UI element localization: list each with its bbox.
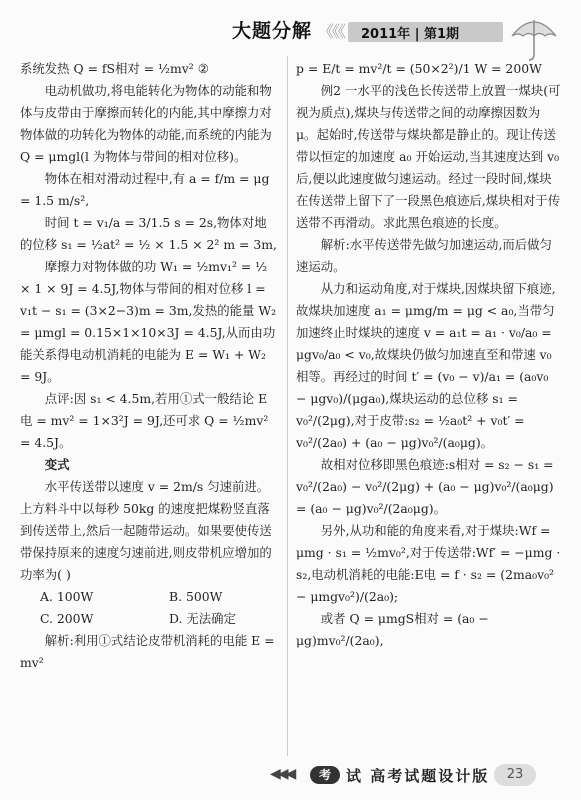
footer-badge: 考 <box>310 766 340 784</box>
answer-options-row <box>20 586 278 608</box>
text-paragraph: 解析:利用①式结论皮带机消耗的电能 E = mv² <box>20 633 275 670</box>
answer-option: A. 100W <box>40 589 94 604</box>
column-divider <box>287 56 288 756</box>
issue-label: 2011年 | 第1期 <box>361 27 460 42</box>
section-title: 大题分解 <box>232 20 313 42</box>
text-paragraph: 解析:水平传送带先做匀加速运动,而后做匀速运动。 <box>296 237 552 274</box>
text-paragraph: 点评:因 s₁ < 4.5m,若用①式一般结论 E电 = mv² = 1×3²J = 9J,还可求 Q = ½mv² = 4.5J。 <box>20 391 269 450</box>
text-paragraph: 系统发热 Q = fS相对 = ½mv² ② <box>20 61 209 76</box>
page-footer <box>270 764 570 788</box>
arrows-icon: ◀◀◀ <box>270 766 294 782</box>
text-paragraph: 时间 t = v₁/a = 3/1.5 s = 2s,物体对地的位移 s₁ = ½at² = ½ × 1.5 × 2² m = 3m, <box>20 215 277 252</box>
answer-option: D. 无法确定 <box>169 611 236 626</box>
right-column <box>296 58 562 652</box>
answer-option: B. 500W <box>169 589 223 604</box>
text-paragraph: 摩擦力对物体做的功 W₁ = ½mv₁² = ½ × 1 × 9J = 4.5J,物体与带间的相对位移 l = v₁t − s₁ = (3×2−3)m = 3m,发热的能量 W₂ = μmgl = 0.15×1×10×3J = 4.5J,从而由功能关系得电动机消耗的电能为 E = W₁ + W₂ = 9J。 <box>20 259 277 384</box>
page-number: 23 <box>494 764 536 786</box>
text-paragraph: p = E/t = mv²/t = (50×2²)/1 W = 200W <box>296 61 542 76</box>
answer-option: C. 200W <box>40 611 94 626</box>
footer-title: 试 高考试题设计版 <box>346 767 490 785</box>
text-paragraph: 水平传送带以速度 v = 2m/s 匀速前进。上方料斗中以每秒 50kg 的速度把煤粉竖直落到传送带上,然后一起随带运动。如果要使传送带保持原来的速度匀速前进,则皮带机应增加的功率为( ) <box>20 479 272 582</box>
answer-options-row <box>20 608 278 630</box>
chevron-decoration: 《《《 <box>318 22 345 41</box>
text-paragraph: 故相对位移即黑色痕迹:s相对 = s₂ − s₁ = v₀²/(2a₀) − v₀²/(2μg) + (a₀ − μg)v₀²/(a₀μg) = (a₀ − μg)v₀²/(2a₀μg)。 <box>296 457 554 516</box>
left-column <box>20 58 278 674</box>
text-paragraph: 另外,从功和能的角度来看,对于煤块:Wf = μmg · s₁ = ½mv₀²,对于传送带:Wf′ = −μmg · s₂,电动机消耗的电能:E电 = f · s₂ = (2ma₀v₀² − μmgv₀²)/(2a₀); <box>296 523 561 604</box>
text-paragraph: 例2 一水平的浅色长传送带上放置一煤块(可视为质点),煤块与传送带之间的动摩擦因数为 μ。起始时,传送带与煤块都是静止的。现让传送带以恒定的加速度 a₀ 开始运动,当其速度达到 v₀ 后,便以此速度做匀速运动。经过一段时间,煤块在传送带上留下了一段黑色痕迹后,煤块相对于传送带不再滑动。求此黑色痕迹的长度。 <box>296 83 561 230</box>
text-paragraph: 或者 Q = μmgS相对 = (a₀ − μg)mv₀²/(2a₀), <box>296 611 489 648</box>
page-header <box>0 14 581 46</box>
umbrella-icon <box>508 14 560 64</box>
text-paragraph: 电动机做功,将电能转化为物体的动能和物体与皮带由于摩擦而转化的内能,其中摩擦力对物体做的功转化为物体的动能,而系统的内能为 Q = μmgl(l 为物体与带间的相对位移)。 <box>20 83 272 164</box>
subsection-heading: 变式 <box>44 457 70 472</box>
text-paragraph: 从力和运动角度,对于煤块,因煤块留下痕迹,故煤块加速度 a₁ = μmg/m = μg < a₀,当带匀加速终止时煤块的速度 v = a₁t = a₁ · v₀/a₀ = μgv₀/a₀ < v₀,故煤块仍做匀加速直至和带速 v₀ 相等。再经过的时间 t′ = (v₀ − v)/a₁ = (a₀v₀ − μgv₀)/(μga₀),煤块运动的总位移 s₁ = v₀²/(2μg),对于皮带:s₂ = ½a₀t² + v₀t′ = v₀²/(2a₀) + (a₀ − μg)v₀²/(a₀μg)。 <box>296 281 556 450</box>
text-paragraph: 物体在相对滑动过程中,有 a = f/m = μg = 1.5 m/s², <box>20 171 270 208</box>
